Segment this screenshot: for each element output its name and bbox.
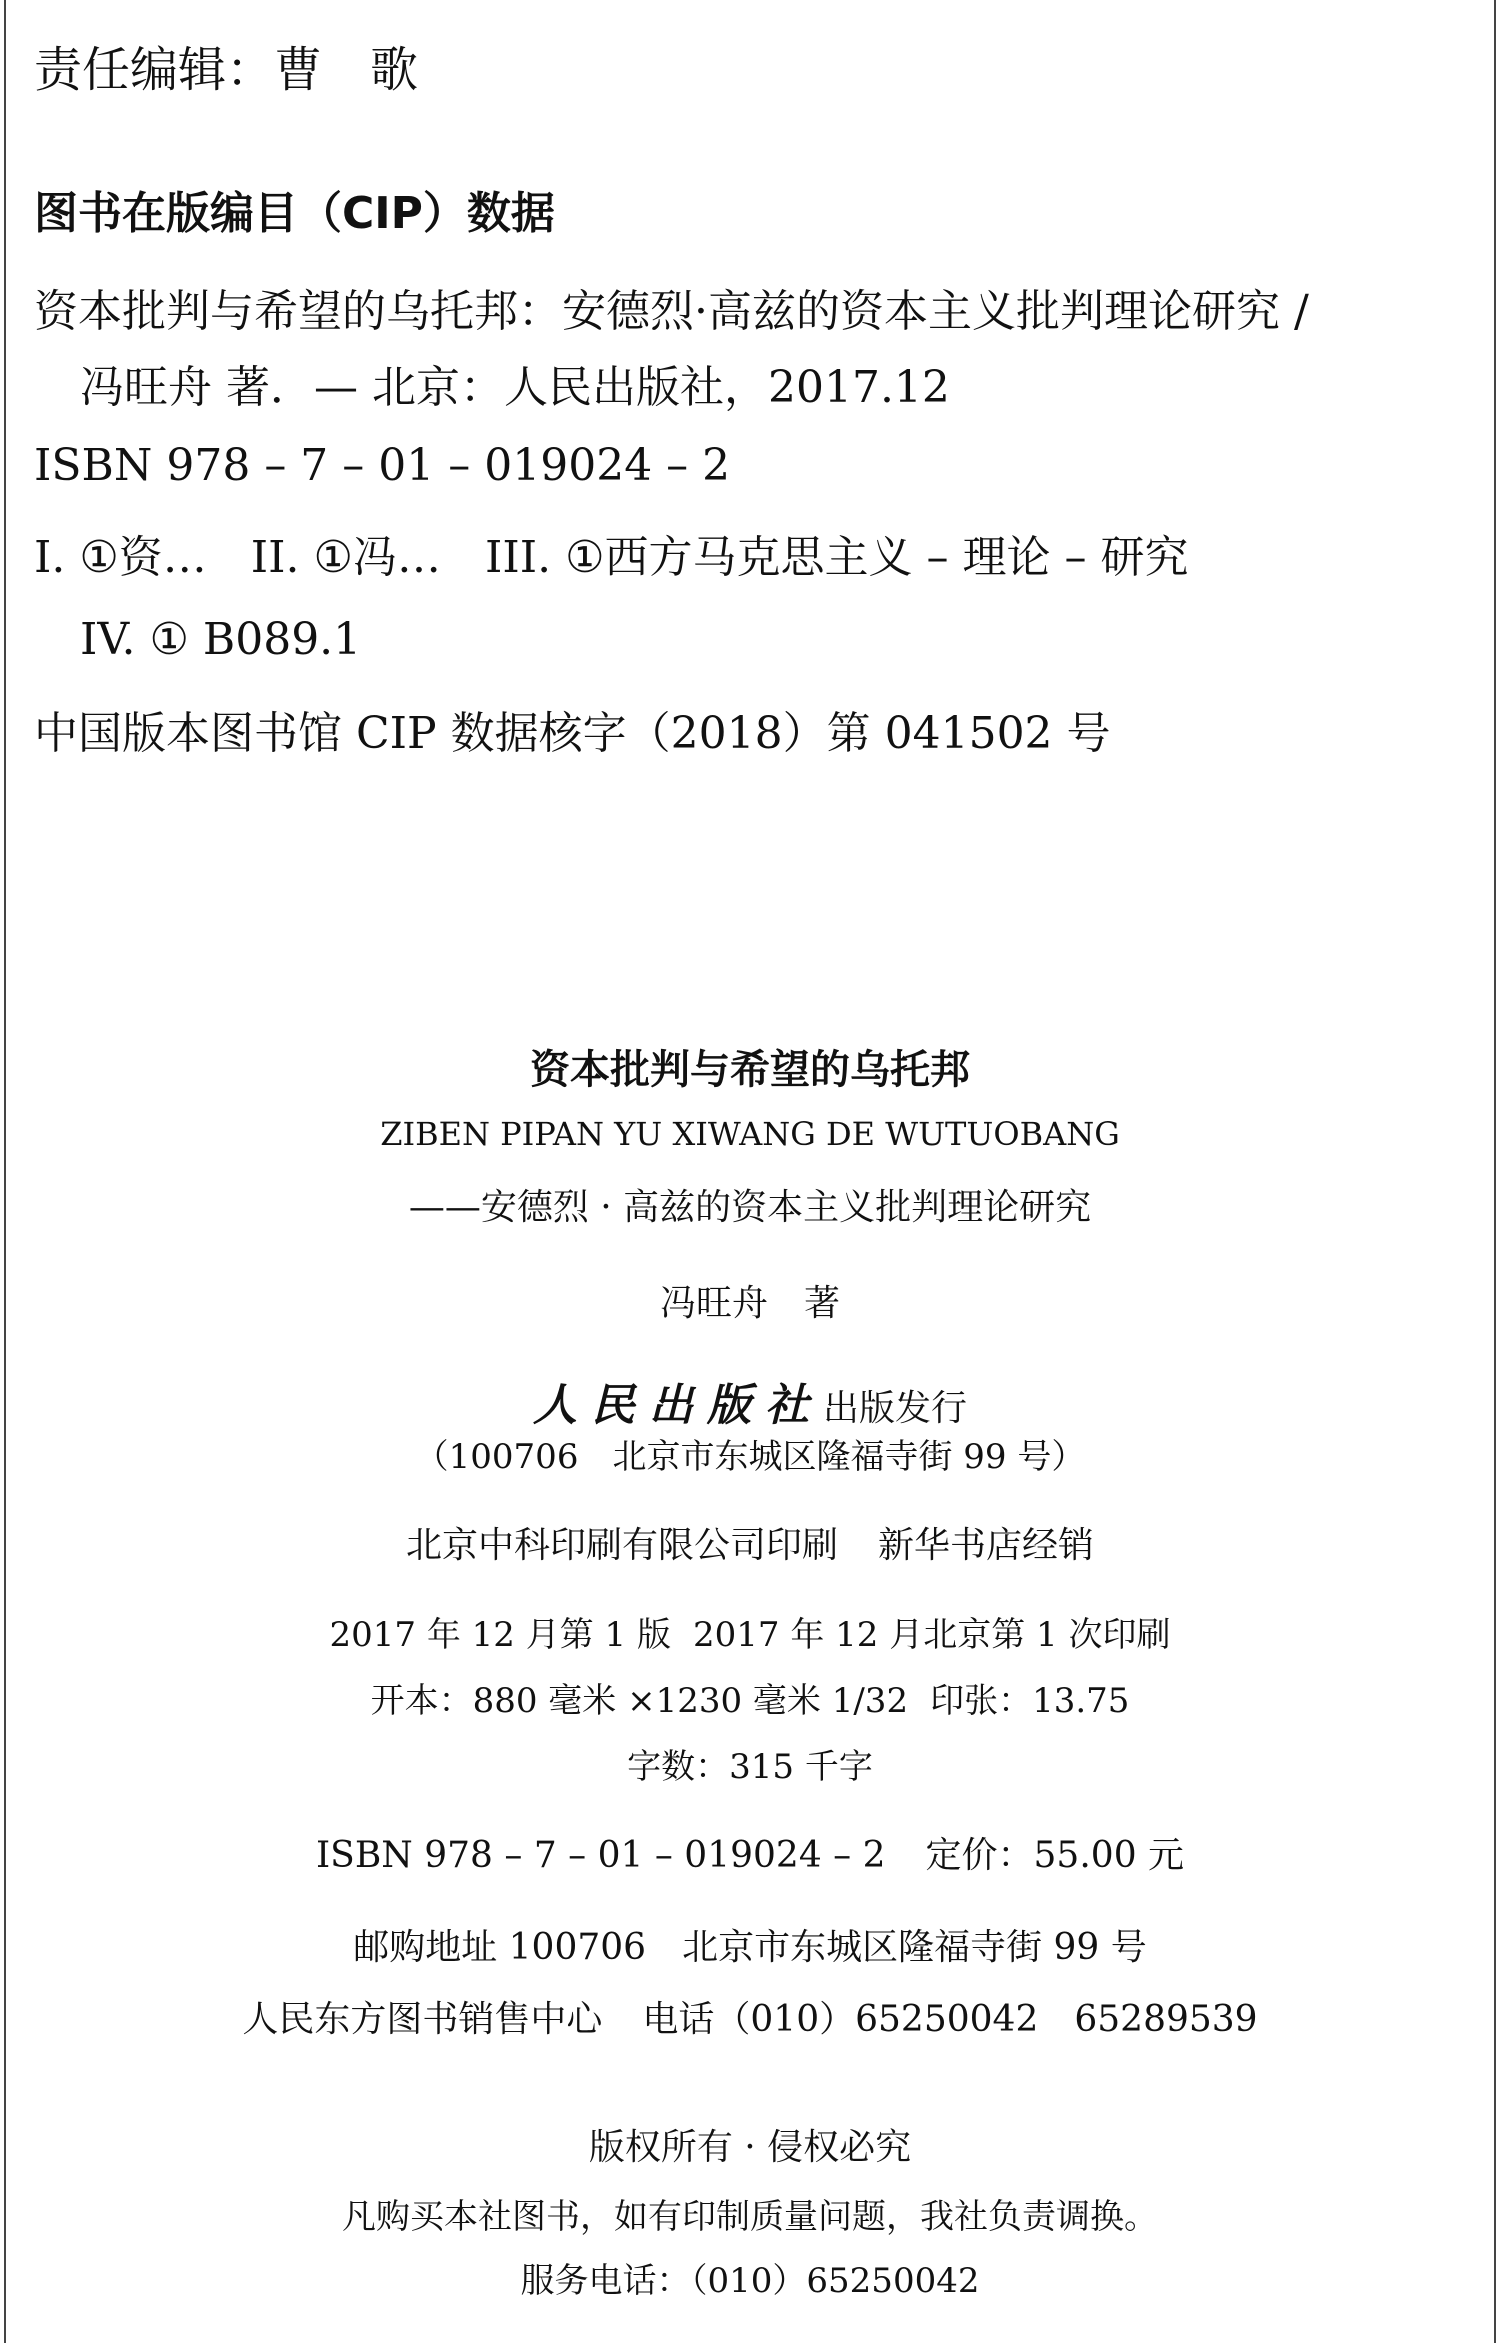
service-phone: 服务电话：（010）65250042: [520, 2261, 980, 2301]
cip-entry-line-2: 冯旺舟 著．— 北京：人民出版社，2017.12: [80, 362, 950, 413]
sales-center-line: [0, 1999, 1500, 2040]
book-subtitle: ——安德烈 · 高兹的资本主义批判理论研究: [408, 1187, 1092, 1228]
book-format: 开本：880 毫米 ×1230 毫米 1/32: [370, 1681, 909, 1721]
word-count: 字数：315 千字: [627, 1747, 873, 1787]
format-line: [0, 1681, 1500, 1721]
printed-sheets: 印张：13.75: [930, 1681, 1130, 1721]
publisher-address: （100706 北京市东城区隆福寺街 99 号）: [414, 1437, 1086, 1477]
cip-classification-line-2: IV. ① B089.1: [80, 614, 362, 665]
cip-heading: 图书在版编目（CIP）数据: [34, 188, 555, 239]
sales-center: 人民东方图书销售中心: [242, 1999, 603, 2040]
book-author: 冯旺舟 著: [659, 1283, 840, 1324]
price: 定价：55.00 元: [925, 1835, 1185, 1876]
isbn: ISBN 978 – 7 – 01 – 019024 – 2: [315, 1835, 886, 1876]
edition-line: [0, 1615, 1500, 1655]
quality-notice: 凡购买本社图书，如有印制质量问题，我社负责调换。: [342, 2197, 1158, 2237]
cip-number: 中国版本图书馆 CIP 数据核字（2018）第 041502 号: [34, 708, 1111, 759]
printer: 北京中科印刷有限公司印刷: [405, 1525, 838, 1566]
copyright-notice: 版权所有 · 侵权必究: [588, 2127, 912, 2168]
page-border-left: [4, 0, 6, 2343]
distributor: 新华书店经销: [878, 1525, 1095, 1566]
printing-distribution-line: [0, 1525, 1500, 1566]
publisher-suffix: 出版发行: [822, 1388, 967, 1429]
book-title-pinyin: ZIBEN PIPAN YU XIWANG DE WUTUOBANG: [380, 1115, 1120, 1153]
responsible-editor: 责任编辑：曹 歌: [34, 42, 419, 98]
cip-isbn: ISBN 978 – 7 – 01 – 019024 – 2: [34, 440, 731, 491]
print-run: 2017 年 12 月北京第 1 次印刷: [693, 1615, 1171, 1655]
mail-order-address: 邮购地址 100706 北京市东城区隆福寺街 99 号: [353, 1927, 1147, 1968]
publisher-line: [0, 1380, 1500, 1431]
page-border-right: [1494, 0, 1496, 2343]
edition: 2017 年 12 月第 1 版: [329, 1615, 671, 1655]
cip-classification-line-1: I. ①资… II. ①冯… III. ①西方马克思主义 – 理论 – 研究: [34, 532, 1189, 583]
cip-entry-line-1: 资本批判与希望的乌托邦：安德烈·高兹的资本主义批判理论研究 /: [34, 286, 1309, 337]
sales-phone: 电话（010）65250042 65289539: [642, 1999, 1258, 2040]
book-title: 资本批判与希望的乌托邦: [530, 1047, 970, 1093]
publisher-logo: 人民出版社: [532, 1380, 823, 1431]
isbn-price-line: [0, 1835, 1500, 1876]
